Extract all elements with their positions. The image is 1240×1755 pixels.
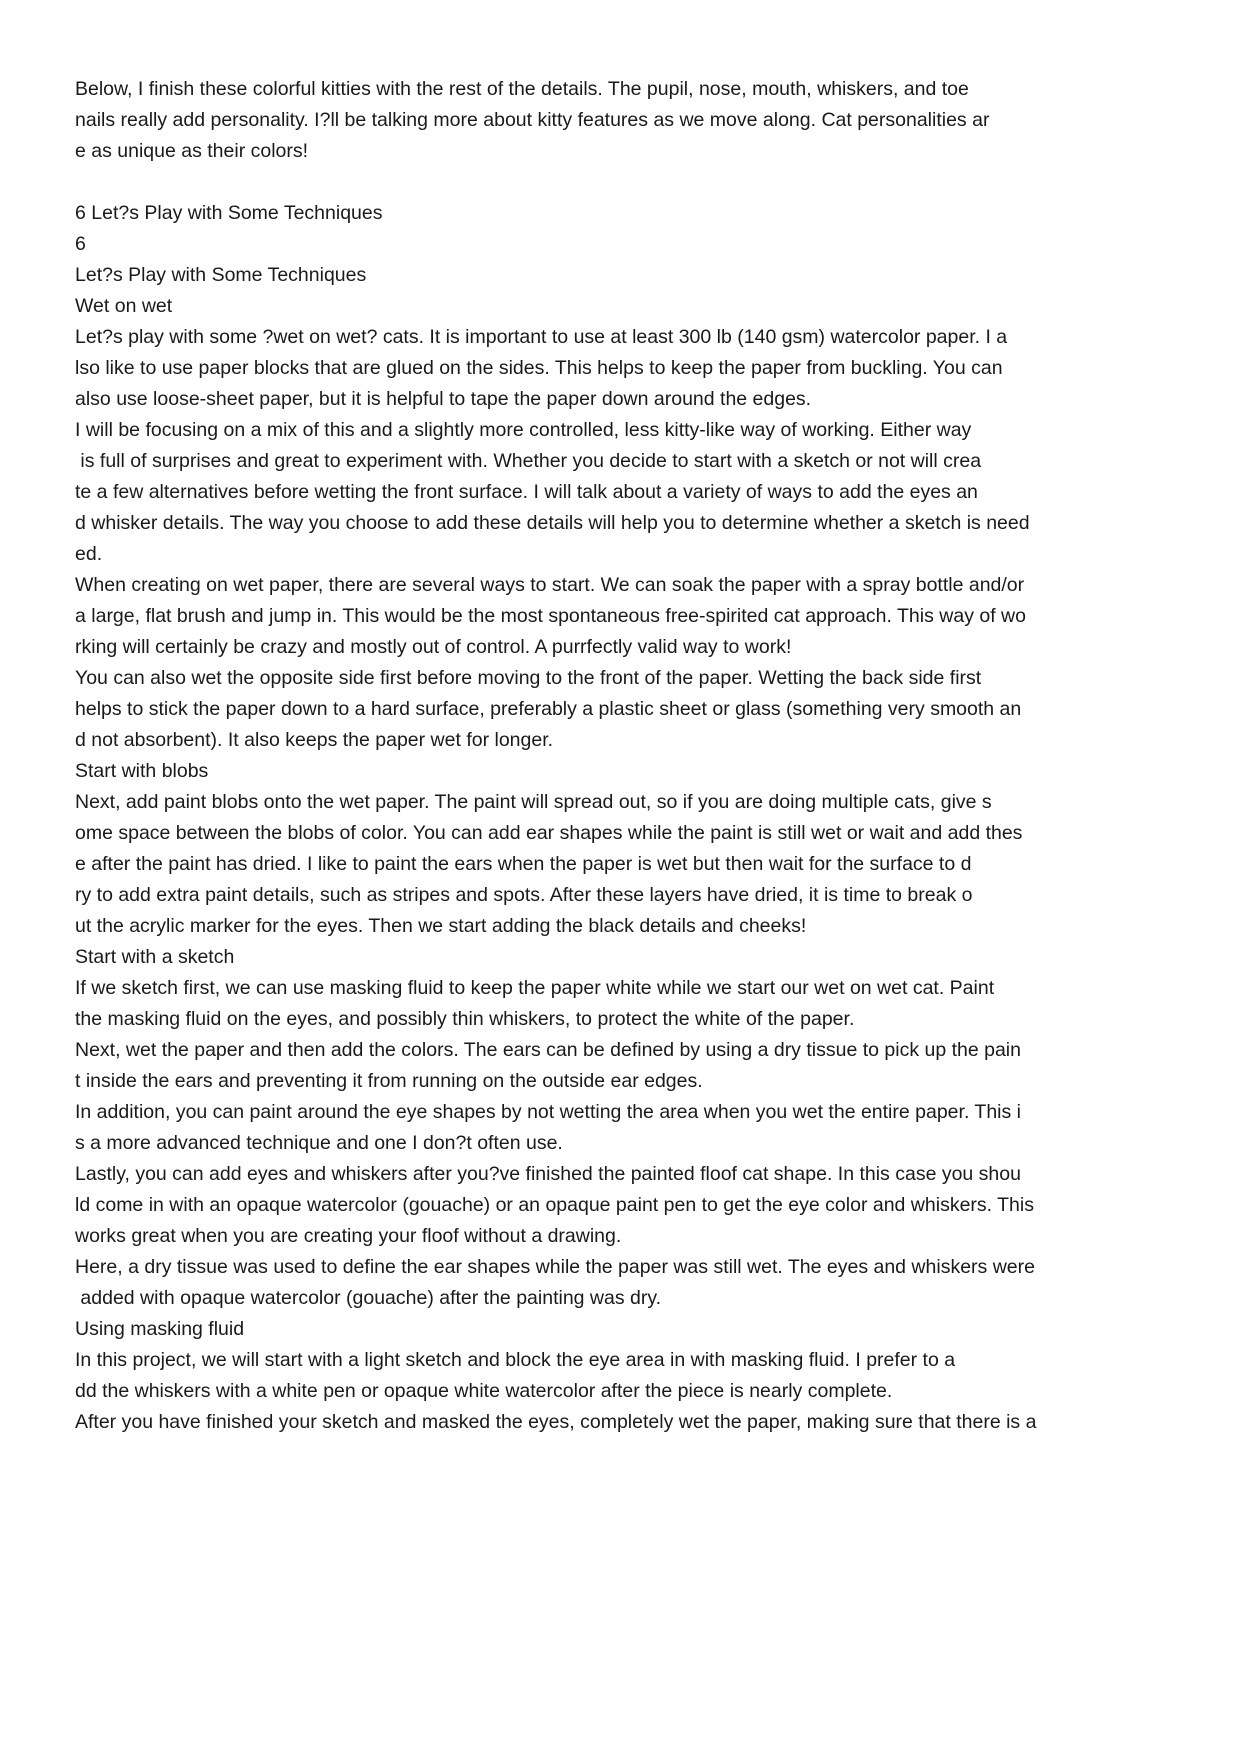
text-line: ome space between the blobs of color. You can add ear shapes while the paint is still wet or wait and add thes xyxy=(75,822,1023,844)
text-line: is full of surprises and great to experiment with. Whether you decide to start with a sketch or not will crea xyxy=(75,450,982,472)
text-line: ry to add extra paint details, such as stripes and spots. After these layers have dried, it is time to break o xyxy=(75,884,973,906)
text-line: d not absorbent). It also keeps the paper wet for longer. xyxy=(75,729,554,751)
text-line: Start with blobs xyxy=(75,760,209,782)
blank-line xyxy=(75,167,1185,198)
text-line: In addition, you can paint around the eye shapes by not wetting the area when you wet the entire paper. This i xyxy=(75,1101,1022,1123)
text-line: works great when you are creating your floof without a drawing. xyxy=(75,1225,622,1247)
text-line: If we sketch first, we can use masking fluid to keep the paper white while we start our wet on wet cat. Paint xyxy=(75,977,995,999)
text-line: Using masking fluid xyxy=(75,1318,245,1340)
text-line: Below, I finish these colorful kitties with the rest of the details. The pupil, nose, mouth, whiskers, and toe xyxy=(75,78,969,100)
text-line: t inside the ears and preventing it from running on the outside ear edges. xyxy=(75,1070,703,1092)
text-line: 6 Let?s Play with Some Techniques xyxy=(75,202,383,224)
text-line: 6 xyxy=(75,233,86,255)
text-line: s a more advanced technique and one I don?t often use. xyxy=(75,1132,563,1154)
text-line: When creating on wet paper, there are several ways to start. We can soak the paper with a spray bottle and/or xyxy=(75,574,1025,596)
text-line: Here, a dry tissue was used to define the ear shapes while the paper was still wet. The eyes and whiskers were xyxy=(75,1256,1035,1278)
text-line: lso like to use paper blocks that are glued on the sides. This helps to keep the paper from buckling. You can xyxy=(75,357,1003,379)
text-line: You can also wet the opposite side first before moving to the front of the paper. Wetting the back side first xyxy=(75,667,982,689)
text-line: te a few alternatives before wetting the front surface. I will talk about a variety of ways to add the eyes an xyxy=(75,481,978,503)
document-body xyxy=(75,74,1185,1438)
text-line: dd the whiskers with a white pen or opaque white watercolor after the piece is nearly complete. xyxy=(75,1380,893,1402)
text-line: Let?s Play with Some Techniques xyxy=(75,264,367,286)
text-line: the masking fluid on the eyes, and possibly thin whiskers, to protect the white of the paper. xyxy=(75,1008,855,1030)
text-line: ut the acrylic marker for the eyes. Then we start adding the black details and cheeks! xyxy=(75,915,807,937)
text-line: nails really add personality. I?ll be talking more about kitty features as we move along. Cat personalities ar xyxy=(75,109,990,131)
text-line: e after the paint has dried. I like to paint the ears when the paper is wet but then wait for the surface to d xyxy=(75,853,972,875)
text-line: ed. xyxy=(75,543,103,565)
text-line: e as unique as their colors! xyxy=(75,140,309,162)
text-line: In this project, we will start with a light sketch and block the eye area in with masking fluid. I prefer to a xyxy=(75,1349,956,1371)
text-line: helps to stick the paper down to a hard surface, preferably a plastic sheet or glass (something very smooth an xyxy=(75,698,1022,720)
text-line: After you have finished your sketch and masked the eyes, completely wet the paper, making sure that there is a xyxy=(75,1411,1037,1433)
text-line: a large, flat brush and jump in. This would be the most spontaneous free-spirited cat approach. This way of wo xyxy=(75,605,1026,627)
text-line: also use loose-sheet paper, but it is helpful to tape the paper down around the edges. xyxy=(75,388,812,410)
text-line: Next, add paint blobs onto the wet paper. The paint will spread out, so if you are doing multiple cats, give s xyxy=(75,791,992,813)
text-line: Next, wet the paper and then add the colors. The ears can be defined by using a dry tissue to pick up the pain xyxy=(75,1039,1021,1061)
text-line: I will be focusing on a mix of this and a slightly more controlled, less kitty-like way of working. Either way xyxy=(75,419,972,441)
text-line: added with opaque watercolor (gouache) after the painting was dry. xyxy=(75,1287,662,1309)
text-line: rking will certainly be crazy and mostly out of control. A purrfectly valid way to work! xyxy=(75,636,792,658)
text-line: ld come in with an opaque watercolor (gouache) or an opaque paint pen to get the eye color and whiskers. This xyxy=(75,1194,1034,1216)
text-line: d whisker details. The way you choose to add these details will help you to determine whether a sketch is need xyxy=(75,512,1030,534)
text-line: Wet on wet xyxy=(75,295,173,317)
text-line: Let?s play with some ?wet on wet? cats. It is important to use at least 300 lb (140 gsm) watercolor paper. I a xyxy=(75,326,1008,348)
text-line: Lastly, you can add eyes and whiskers after you?ve finished the painted floof cat shape. In this case you shou xyxy=(75,1163,1021,1185)
text-line: Start with a sketch xyxy=(75,946,235,968)
